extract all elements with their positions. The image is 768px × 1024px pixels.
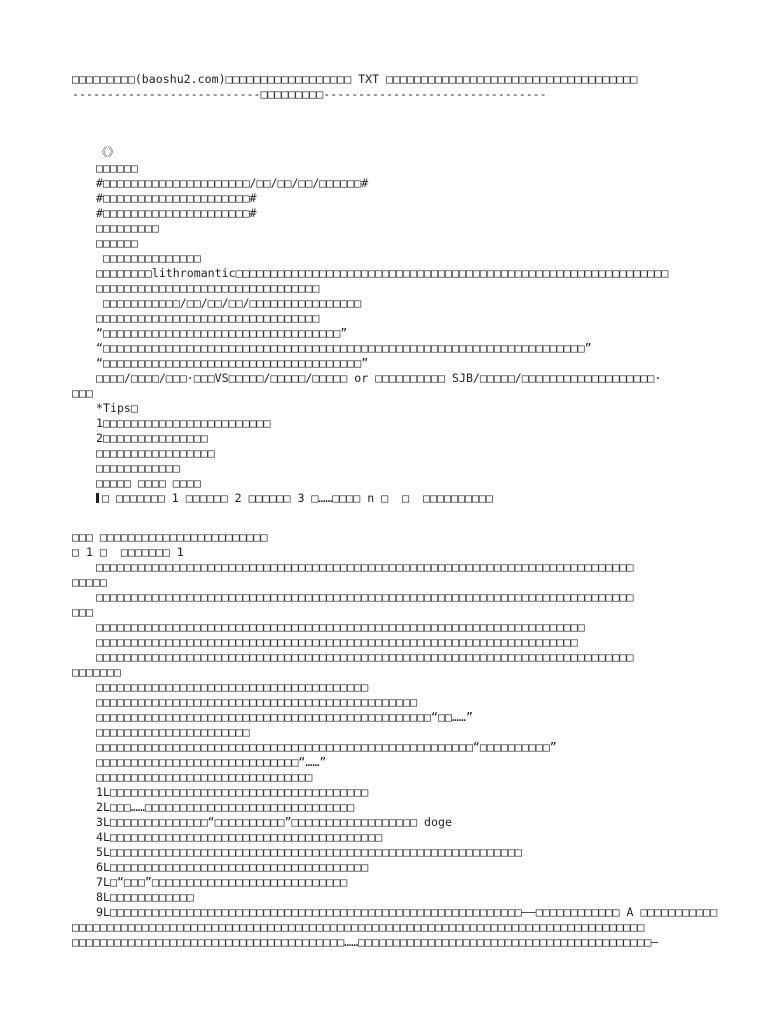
intro-line: □□□□□□□□lithromantic□□□□□□□□□□□□□□□□□□□□□□□□□□□□□□□□□□□□□□□□□□□□□□□□□□□□□□□□□□□□□□ (96, 266, 669, 280)
intro-line: □□□□□□□□□□□□□□ (96, 251, 201, 265)
paragraph-line: □□□□□□□□□□□□□□□□□□□□□□□□□□□□□□□□□□□□□□□□□□□□□□□□“□□……” (96, 710, 473, 724)
paragraph-line: 4L□□□□□□□□□□□□□□□□□□□□□□□□□□□□□□□□□□□□□□□ (96, 830, 383, 844)
book-title-mark: 《》 (96, 145, 120, 159)
paragraph-wrap: □□□□□□□□□□□□□□□□□□□□□□□□□□□□□□□□□□□□□□□……□□□□□□□□□□□□□□□□□□□□□□□□□□□□□□□□□□□□□□□□□□— (72, 935, 659, 949)
tips-title: *Tips□ (96, 401, 138, 415)
intro-line: “□□□□□□□□□□□□□□□□□□□□□□□□□□□□□□□□□□□□□□□□□□□□□□□□□□□□□□□□□□□□□□□□□□□□□” (96, 341, 592, 355)
paragraph-line: 5L□□□□□□□□□□□□□□□□□□□□□□□□□□□□□□□□□□□□□□□□□□□□□□□□□□□□□□□□□□□ (96, 845, 522, 859)
intro-line: □□□□□□□□□□□□□□□□□□□□□□□□□□□□□□□□ (96, 311, 320, 325)
paragraph-line: □□□□□□□□□□□□□□□□□□□□□□□□□□□□□□□□□□□□□□□□□□□□□□□□□□□□□□□□□□□□□□□□□□□□□ (96, 635, 578, 649)
paragraph-line: □□□□□□□□□□□□□□□□□□□□□□□□□□□□□□□ (96, 770, 313, 784)
intro-line: □□□□□□□□□□□/□□/□□/□□/□□□□□□□□□□□□□□□□ (96, 296, 362, 310)
paragraph-wrap: □□□□□□□ (72, 665, 121, 679)
intro-line: □□□□□□□□□ (96, 221, 159, 235)
paragraph-line: □□□□□□□□□□□□□□□□□□□□□□□□□□□□□□□□□□□□□□□□□□□□□□□□□□□□□□□□□□□□□□□□□□□□□□ (96, 620, 585, 634)
intro-line-wrap: □□□ (72, 386, 93, 400)
tip-line: 1□□□□□□□□□□□□□□□□□□□□□□□□ (96, 416, 271, 430)
intro-line: □□□□□□ (96, 236, 138, 250)
intro-line: □□□□□□□□□□□□□□□□□□□□□□□□□□□□□□□□ (96, 281, 320, 295)
tip-line: □□□□□□□□□□□□□□□□□ (96, 446, 215, 460)
intro-line: “□□□□□□□□□□□□□□□□□□□□□□□□□□□□□□□□□□□□□” (96, 356, 369, 370)
chapter-subtitle: □ 1 □ □□□□□□□ 1 (72, 545, 184, 559)
paragraph-line: □□□□□□□□□□□□□□□□□□□□□□□□□□□□□□□□□□□□□□□□□□□□□□□□□□□□□□□□□□□□□□□□□□□□□□□□□□□□□ (96, 590, 634, 604)
intro-line: “□□□□□□□□□□□□□□□□□□□□□□□□□□□□□□□□□□” (96, 326, 348, 340)
paragraph-line: 8L□□□□□□□□□□□□ (96, 890, 194, 904)
paragraph-line: □□□□□□□□□□□□□□□□□□□□□□□□□□□□□□□□□□□□□□□□□□□□□□□□□□□□□□□□□□□□□□□□□□□□□□□□□□□□□ (96, 650, 634, 664)
paragraph-wrap: □□□□□ (72, 575, 107, 589)
intro-line: #□□□□□□□□□□□□□□□□□□□□□/□□/□□/□□/□□□□□□# (96, 176, 369, 190)
intro-line: □□□□/□□□□/□□□·□□□VS□□□□□/□□□□□/□□□□□ or □□□□□□□□□□ SJB/□□□□□/□□□□□□□□□□□□□□□□□□□· (96, 371, 662, 385)
paragraph-line: 7L□“□□□”□□□□□□□□□□□□□□□□□□□□□□□□□□□□ (96, 875, 348, 889)
chapter-title: □□□ □□□□□□□□□□□□□□□□□□□□□□□□ (72, 530, 268, 544)
paragraph-line: □□□□□□□□□□□□□□□□□□□□□□ (96, 725, 250, 739)
paragraph-line: □□□□□□□□□□□□□□□□□□□□□□□□□□□□□□□□□□□□□□□□□□□□□□ (96, 695, 418, 709)
paragraph-line: □□□□□□□□□□□□□□□□□□□□□□□□□□□□□□□□□□□□□□□ (96, 680, 369, 694)
paragraph-line: □□□□□□□□□□□□□□□□□□□□□□□□□□□□□□□□□□□□□□□□□□□□□□□□□□□□□□“□□□□□□□□□□” (96, 740, 557, 754)
divider: ---------------------------□□□□□□□□□-------------------------------- (72, 87, 547, 101)
intro-line: #□□□□□□□□□□□□□□□□□□□□□# (96, 191, 257, 205)
paragraph-line: 1L□□□□□□□□□□□□□□□□□□□□□□□□□□□□□□□□□□□□□ (96, 785, 369, 799)
paragraph-wrap: □□□ (72, 605, 93, 619)
rating-bar-icon (96, 493, 99, 503)
tip-line: □□□□□ □□□□ □□□□ (96, 476, 201, 490)
rating-text: □ □□□□□□□ 1 □□□□□□ 2 □□□□□□ 3 □……□□□□ n □ □ □□□□□□□□□□ (102, 491, 493, 505)
rating-line (96, 491, 493, 506)
intro-line: □□□□□□ (96, 161, 138, 175)
paragraph-line: □□□□□□□□□□□□□□□□□□□□□□□□□□□□□□□□□□□□□□□□□□□□□□□□□□□□□□□□□□□□□□□□□□□□□□□□□□□□□ (96, 560, 634, 574)
paragraph-line: 2L□□□……□□□□□□□□□□□□□□□□□□□□□□□□□□□□□□ (96, 800, 355, 814)
paragraph-line: 3L□□□□□□□□□□□□□□“□□□□□□□□□□”□□□□□□□□□□□□□□□□□□ doge (96, 815, 452, 829)
paragraph-line: 6L□□□□□□□□□□□□□□□□□□□□□□□□□□□□□□□□□□□□□ (96, 860, 369, 874)
site-banner: □□□□□□□□□(baoshu2.com)□□□□□□□□□□□□□□□□□□ TXT □□□□□□□□□□□□□□□□□□□□□□□□□□□□□□□□□□□□ (72, 72, 638, 86)
tip-line: 2□□□□□□□□□□□□□□□ (96, 431, 208, 445)
tip-line: □□□□□□□□□□□□ (96, 461, 180, 475)
paragraph-line: 9L□□□□□□□□□□□□□□□□□□□□□□□□□□□□□□□□□□□□□□□□□□□□□□□□□□□□□□□□□□□——□□□□□□□□□□□□ A □□□□□□□□□□□ (96, 905, 718, 919)
paragraph-wrap: □□□□□□□□□□□□□□□□□□□□□□□□□□□□□□□□□□□□□□□□□□□□□□□□□□□□□□□□□□□□□□□□□□□□□□□□□□□□□□□□□□ (72, 920, 645, 934)
intro-line: #□□□□□□□□□□□□□□□□□□□□□# (96, 206, 257, 220)
paragraph-line: □□□□□□□□□□□□□□□□□□□□□□□□□□□□□“……” (96, 755, 327, 769)
